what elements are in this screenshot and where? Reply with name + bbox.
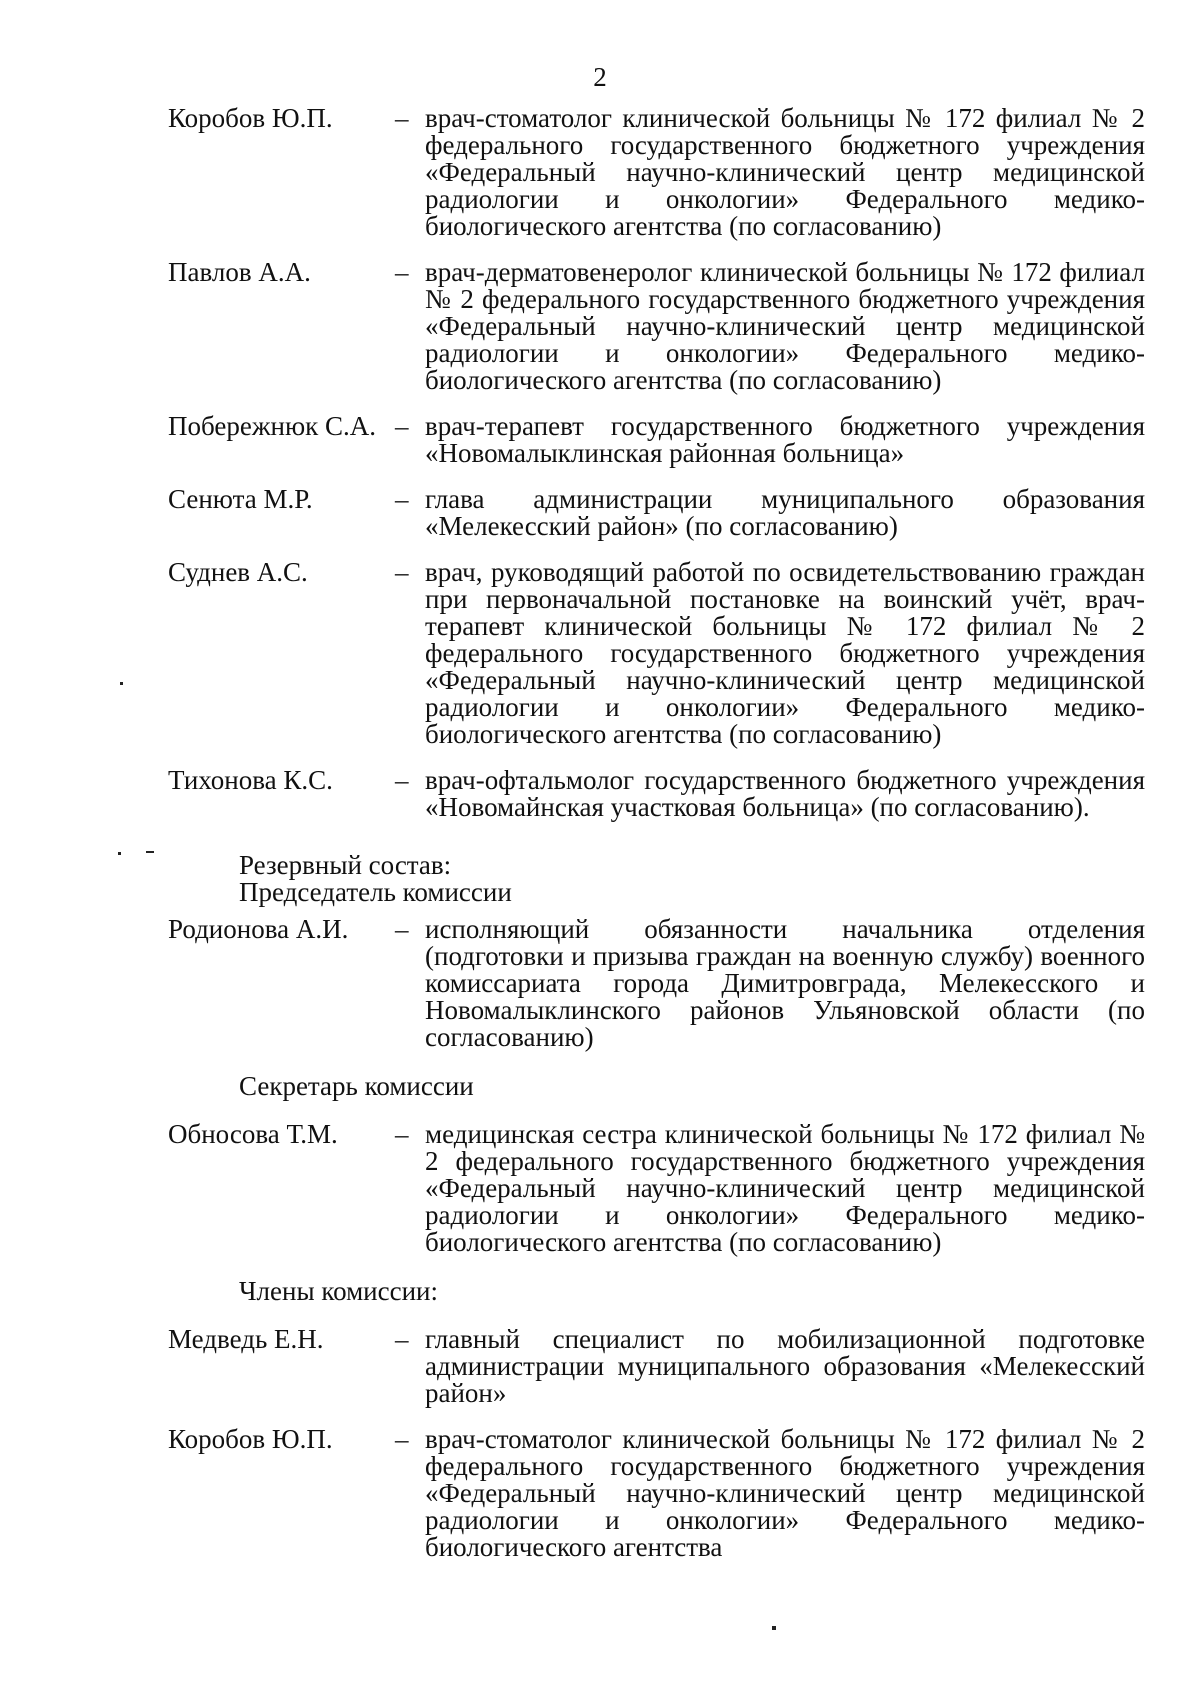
member-position: врач-терапевт государственного бюджетного учреждения «Новомалыклинская районная больница» [425,411,1145,468]
member-entry [168,105,1145,240]
member-entry [168,1426,1145,1561]
member-entry [168,486,1145,540]
member-dash: – [395,1119,409,1149]
member-position: врач, руководящий работой по освидетельствованию граждан при первоначальной постановке на воинский учёт, врач-терапевт клинической больницы № 172 филиал № 2 федерального государственного бюджетного учреждения «Федеральный научно-клинический центр медицинской радиологии и онкологии» Федерального медико-биологического агентства (по согласованию) [425,557,1145,749]
scan-speck [120,682,123,685]
member-dash: – [395,914,409,944]
member-name: Суднев А.С. [168,557,308,587]
member-dash: – [395,257,409,287]
member-dash: – [395,484,409,514]
members-title: Члены комиссии: [239,1276,438,1306]
member-position: врач-офтальмолог государственного бюджетного учреждения «Новомайнская участковая больница» (по согласованию). [425,765,1145,822]
member-name: Коробов Ю.П. [168,103,333,133]
member-entry [168,559,1145,748]
member-name: Тихонова К.С. [168,765,333,795]
chair-title: Председатель комиссии [239,877,512,907]
member-position: глава администрации муниципального образования «Мелекесский район» (по согласованию) [425,484,1145,541]
document-body [168,105,1145,1580]
member-position: медицинская сестра клинической больницы № 172 филиал № 2 федерального государственного бюджетного учреждения «Федеральный научно-клинический центр медицинской радиологии и онкологии» Федерального медико-биологического агентства (по согласованию) [425,1119,1145,1257]
member-name: Медведь Е.Н. [168,1324,324,1354]
member-name: Обносова Т.М. [168,1119,338,1149]
page-number: 2 [593,62,607,92]
secretary-entry [168,1121,1145,1256]
member-dash: – [395,411,409,441]
secretary-title: Секретарь комиссии [239,1071,474,1101]
member-dash: – [395,1324,409,1354]
member-position: главный специалист по мобилизационной подготовке администрации муниципального образования «Мелекесский район» [425,1324,1145,1408]
member-name: Павлов А.А. [168,257,311,287]
member-name: Коробов Ю.П. [168,1424,333,1454]
scan-speck [118,852,121,855]
member-entry [168,259,1145,394]
reserve-heading-block [168,852,1145,906]
member-name: Сенюта М.Р. [168,484,313,514]
member-dash: – [395,765,409,795]
member-position: врач-стоматолог клинической больницы № 172 филиал № 2 федерального государственного бюджетного учреждения «Федеральный научно-клинический центр медицинской радиологии и онкологии» Федерального медико-биологического агентства [425,1424,1145,1562]
member-dash: – [395,103,409,133]
member-dash: – [395,1424,409,1454]
member-position: врач-дерматовенеролог клинической больницы № 172 филиал № 2 федерального государственного бюджетного учреждения «Федеральный научно-клинический центр медицинской радиологии и онкологии» Федерального медико-биологического агентства (по согласованию) [425,257,1145,395]
reserve-title: Резервный состав: [239,850,452,880]
member-name: Родионова А.И. [168,914,349,944]
member-name: Побережнюк С.А. [168,411,376,441]
member-entry [168,1326,1145,1407]
member-entry [168,413,1145,467]
chair-entry [168,916,1145,1051]
member-dash: – [395,557,409,587]
member-entry [168,767,1145,821]
member-position: врач-стоматолог клинической больницы № 172 филиал № 2 федерального государственного бюджетного учреждения «Федеральный научно-клинический центр медицинской радиологии и онкологии» Федерального медико-биологического агентства (по согласованию) [425,103,1145,241]
scan-speck [772,1626,776,1630]
scan-speck [146,851,154,853]
member-position: исполняющий обязанности начальника отделения (подготовки и призыва граждан на военную службу) военного комиссариата города Димитровграда, Мелекесского и Новомалыклинского районов Ульяновской области (по согласованию) [425,914,1145,1052]
